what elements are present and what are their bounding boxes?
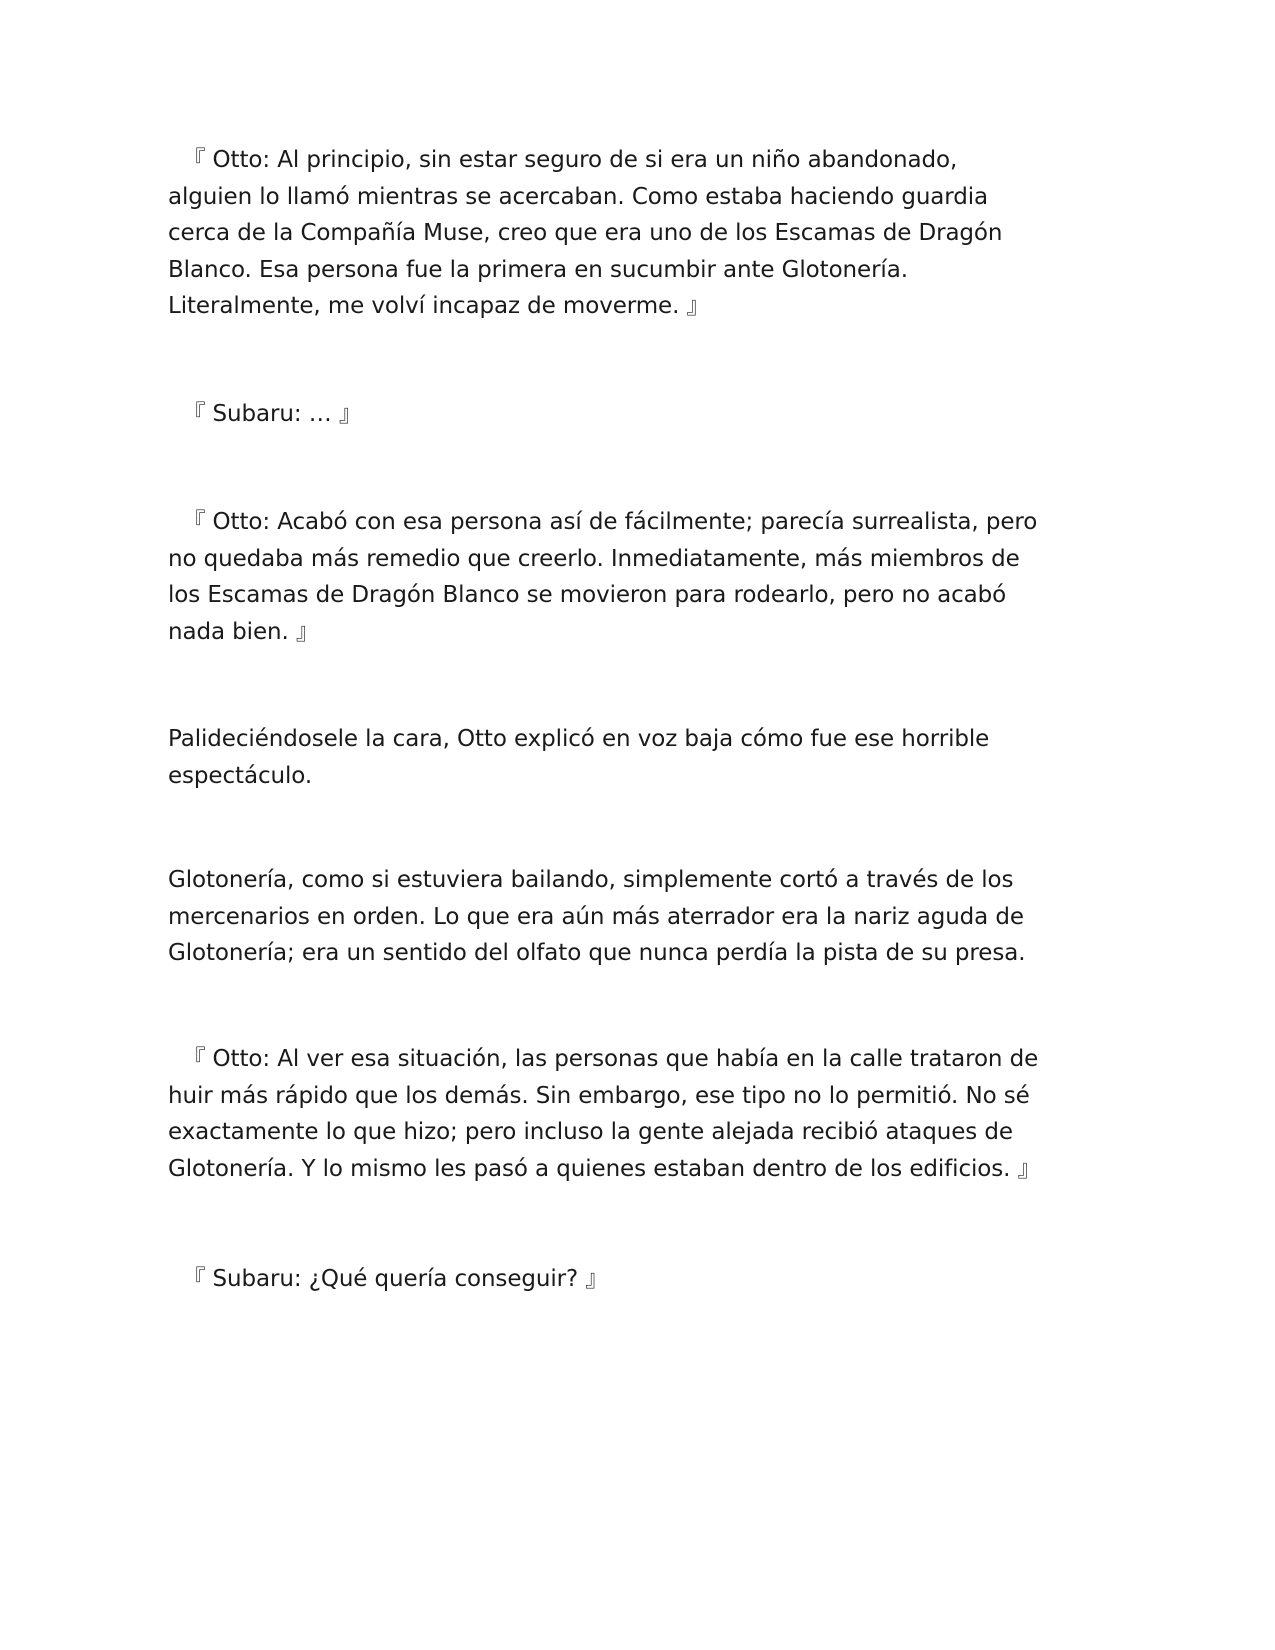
dialogue-otto-paragraph: 『 Otto: Al ver esa situación, las personas que había en la calle trataron de huir más rápido que los demás. Sin embargo, ese tipo no lo permitió. No sé exactamente lo que hizo; pero incluso la gente alejada recibió ataques de Glotonería. Y lo mismo les pasó a quienes estaban dentro de los edificios. 』	[168, 1046, 1046, 1182]
narration-paragraph: Glotonería, como si estuviera bailando, simplemente cortó a través de los mercenarios en orden. Lo que era aún más aterrador era la nariz aguda de Glotonería; era un sentido del olfato que nunca perdía la pista de su presa.	[168, 867, 1032, 966]
dialogue-otto-paragraph: 『 Otto: Acabó con esa persona así de fácilmente; parecía surrealista, pero no quedaba más remedio que creerlo. Inmediatamente, más miembros de los Escamas de Dragón Blanco se movieron para rodearlo, pero no acabó nada bien. 』	[168, 509, 1045, 645]
dialogue-subaru-paragraph: 『 Subaru: ¿Qué quería conseguir? 』	[168, 1266, 609, 1292]
narration-paragraph: Palideciéndosele la cara, Otto explicó en voz baja cómo fue ese horrible espectáculo.	[168, 726, 997, 789]
dialogue-otto-paragraph: 『 Otto: Al principio, sin estar seguro de si era un niño abandonado, alguien lo llamó mientras se acercaban. Como estaba haciendo guardia cerca de la Compañía Muse, creo que era uno de los Escamas de Dragón Blanco. Esa persona fue la primera en sucumbir ante Glotonería. Literalmente, me volví incapaz de moverme. 』	[168, 147, 1010, 319]
dialogue-subaru-paragraph: 『 Subaru: … 』	[168, 401, 362, 427]
